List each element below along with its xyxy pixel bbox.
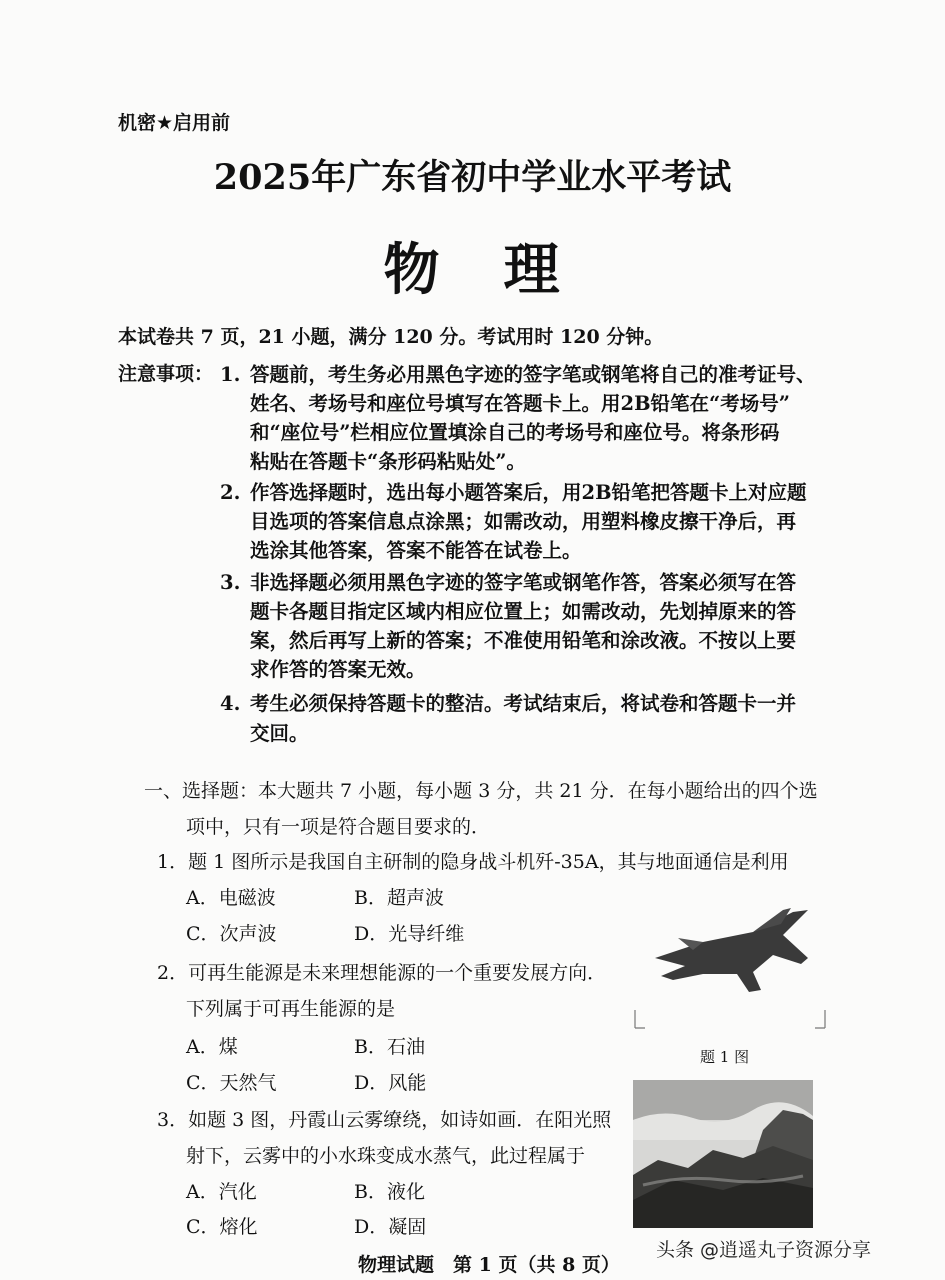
notice-line: 姓名、考场号和座位号填写在答题卡上。用2B铅笔在“考场号” xyxy=(250,392,790,415)
notice-text: 作答选择题时，选出每小题答案后，用2B铅笔把答题卡上对应题 xyxy=(250,481,807,504)
notice-line: 和“座位号”栏相应位置填涂自己的考场号和座位号。将条形码 xyxy=(250,421,780,444)
notice-line: 求作答的答案无效。 xyxy=(250,658,426,681)
question-2-stem: 2．可再生能源是未来理想能源的一个重要发展方向． xyxy=(157,962,607,984)
notice-line: 题卡各题目指定区域内相应位置上；如需改动，先划掉原来的答 xyxy=(250,600,797,623)
figure-1-caption: 题 1 图 xyxy=(700,1048,750,1066)
notice-text: 考生必须保持答题卡的整洁。考试结束后，将试卷和答题卡一并 xyxy=(250,692,797,715)
confidential-label: 机密★启用前 xyxy=(118,112,231,134)
question-1-option-c: C．次声波 xyxy=(186,923,277,945)
notice-number: 2. xyxy=(220,481,241,504)
notice-text: 非选择题必须用黑色字迹的签字笔或钢笔作答，答案必须写在答 xyxy=(250,571,797,594)
question-3-option-d: D．凝固 xyxy=(354,1216,427,1238)
exam-title: 2025年广东省初中学业水平考试 xyxy=(213,157,732,198)
notice-line: 粘贴在答题卡“条形码粘贴处”。 xyxy=(250,450,526,473)
notice-line: 选涂其他答案，答案不能答在试卷上。 xyxy=(250,539,582,562)
question-3-option-c: C．熔化 xyxy=(186,1216,258,1238)
question-3-option-a: A．汽化 xyxy=(186,1181,257,1203)
page-footer: 物理试题 第 1 页（共 8 页） xyxy=(358,1254,620,1276)
notice-line: 案，然后再写上新的答案；不准使用铅笔和涂改液。不按以上要 xyxy=(250,629,797,652)
notice-line: 交回。 xyxy=(250,722,309,745)
notice-item-2 xyxy=(220,477,807,505)
notice-label: 注意事项： xyxy=(118,363,214,385)
question-2-option-b: B．石油 xyxy=(354,1036,425,1058)
subject-title xyxy=(0,226,945,306)
question-2-option-d: D．风能 xyxy=(354,1072,427,1094)
notice-item-4 xyxy=(220,688,796,716)
question-3-stem: 3．如题 3 图，丹霞山云雾缭绕，如诗如画．在阳光照 xyxy=(157,1109,612,1131)
watermark: 头条 @逍遥丸子资源分享 xyxy=(656,1239,872,1261)
subject-char-2: 理 xyxy=(503,238,562,303)
question-1-stem: 1．题 1 图所示是我国自主研制的隐身战斗机歼-35A，其与地面通信是利用 xyxy=(157,851,789,873)
section-heading-cont: 项中，只有一项是符合题目要求的． xyxy=(186,816,491,838)
question-3-option-b: B．液化 xyxy=(354,1181,425,1203)
notice-number: 1. xyxy=(220,363,241,386)
jet-figure-image xyxy=(633,880,828,1040)
question-3-stem-cont: 射下，云雾中的小水珠变成水蒸气，此过程属于 xyxy=(186,1145,586,1167)
notice-item-1 xyxy=(220,359,816,387)
exam-intro: 本试卷共 7 页，21 小题，满分 120 分。考试用时 120 分钟。 xyxy=(118,326,664,348)
notice-number: 4. xyxy=(220,692,241,715)
notice-line: 目选项的答案信息点涂黑；如需改动，用塑料橡皮擦干净后，再 xyxy=(250,510,797,533)
question-1-option-a: A．电磁波 xyxy=(186,887,276,909)
notice-item-3 xyxy=(220,567,796,595)
notice-number: 3. xyxy=(220,571,241,594)
notice-text: 答题前，考生务必用黑色字迹的签字笔或钢笔将自己的准考证号、 xyxy=(250,363,816,386)
question-1-option-d: D．光导纤维 xyxy=(354,923,465,945)
question-2-stem-cont: 下列属于可再生能源的是 xyxy=(186,998,396,1020)
question-2-option-c: C．天然气 xyxy=(186,1072,277,1094)
question-2-option-a: A．煤 xyxy=(186,1036,238,1058)
mountain-figure-image xyxy=(633,1080,813,1228)
section-heading: 一、选择题：本大题共 7 小题，每小题 3 分，共 21 分．在每小题给出的四个选 xyxy=(144,780,818,802)
subject-char-1: 物 xyxy=(383,238,442,303)
question-1-option-b: B．超声波 xyxy=(354,887,444,909)
